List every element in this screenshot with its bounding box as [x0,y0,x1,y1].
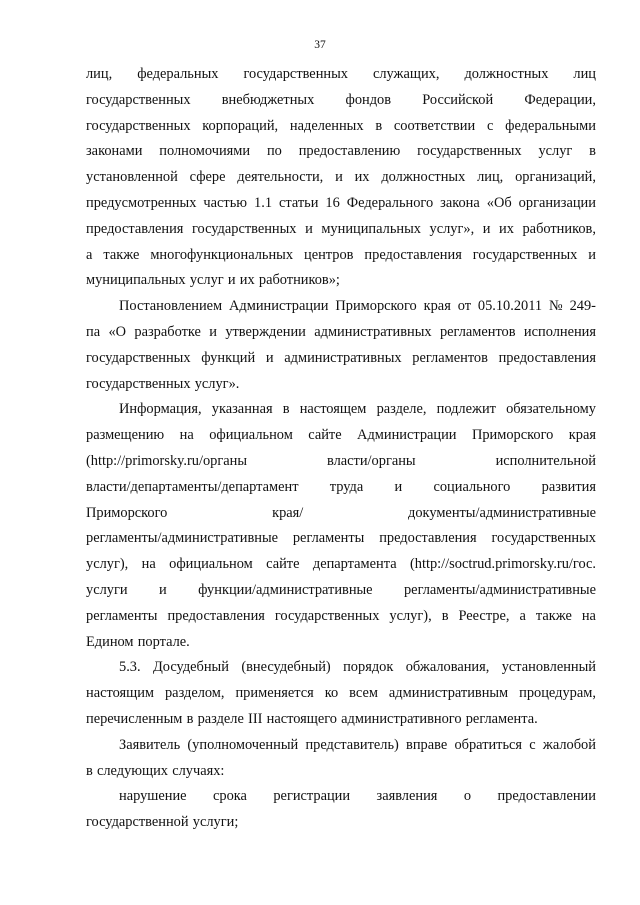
word: официальном [169,556,253,573]
text-line [86,475,596,501]
word: государственных [274,607,380,624]
word: труда [329,478,364,495]
text-line [86,114,596,140]
word: муниципальных [321,220,421,237]
word: (уполномоченный [187,736,299,753]
text-line [86,707,596,733]
word: законами [86,143,143,160]
word: федеральными [505,117,596,134]
word: ко [324,685,339,702]
word: Федерального [346,194,434,211]
word: власти/департаменты/департамент [86,478,299,495]
word: государственных [191,220,297,237]
word: Приморского [335,298,417,315]
text-line [86,88,596,114]
word: на [141,556,156,573]
word: Досудебный [152,659,229,676]
word: всем [349,685,378,702]
word: государственных [86,375,191,392]
word: лиц, [86,66,113,82]
page-number: 37 [314,39,326,51]
word: власти/органы [327,452,416,469]
text-line [86,217,596,243]
word: установленной [86,169,178,186]
word: разделом, [164,685,225,702]
word: (http://primorsky.ru/органы [86,452,248,469]
word: в [86,762,93,779]
word: административных [284,349,402,366]
word: статьи [279,194,319,211]
word: предоставления [364,246,462,263]
word: обязательному [506,401,596,418]
word: предоставлении [497,788,596,805]
word: 16 [325,194,340,211]
text-line [86,165,596,191]
word: Информация, [119,401,202,418]
word: установленный [501,659,596,676]
word: регламенты [86,607,158,624]
word: Российской [422,91,494,108]
word: организаций, [515,169,596,186]
word: обратиться [454,736,523,753]
word: Приморского [86,504,168,521]
word: от [457,298,471,315]
word: их [239,272,255,289]
word: должностных [464,66,549,82]
word: жалобой [542,736,596,753]
text-line [86,268,596,294]
word: в [589,143,596,160]
word: услуг [538,143,573,160]
word: регистрации [273,788,351,805]
word: в [186,710,194,727]
text-line [86,372,596,398]
word: также [103,246,140,263]
text-line [86,294,596,320]
word: функций [201,349,256,366]
word: многофункциональных [150,246,294,263]
word: и [158,581,167,598]
word: функции/административные [198,581,373,598]
word: государственных [86,91,191,108]
word: III [248,710,263,727]
word: государственных [86,349,191,366]
word: применяется [235,685,314,702]
word: края/ [272,504,304,521]
word: внебюджетных [221,91,315,108]
word: также [535,607,572,624]
word: муниципальных [86,272,186,289]
text-line [86,62,596,88]
word: лиц, [477,169,504,186]
word: а [86,246,93,263]
word: «Об [486,194,512,211]
word: и [588,246,596,263]
word: по [266,143,282,160]
word: с [486,117,494,134]
word: государственных [491,530,596,547]
word: и [305,220,313,237]
word: с [529,736,536,753]
word: регламентов [439,323,516,340]
word: услуг [189,272,224,289]
word: административных [314,323,432,340]
word: указанная [211,401,273,418]
word: Приморского [471,427,554,444]
text-line [86,810,596,836]
word: Администрации [357,427,457,444]
word: лиц [573,66,596,82]
word: предоставления [498,349,596,366]
word: работников, [522,220,596,237]
word: 5.3. [119,659,141,676]
word: частью [203,194,248,211]
word: документы/административные [408,504,596,521]
word: разделе [197,710,244,727]
word: портале. [137,633,190,650]
word: и [209,323,217,340]
text-line [86,320,596,346]
text-line [86,243,596,269]
word: (внесудебный) [241,659,331,676]
word: сфере [189,169,226,186]
word: на [581,607,596,624]
word: следующих [96,762,168,779]
document-body [86,62,596,836]
word: государственной [86,814,189,831]
word: разработке [134,323,201,340]
word: наделенных [289,117,364,134]
word: перечисленным [86,710,183,727]
word: должностных [381,169,466,186]
word: административным [388,685,509,702]
word: 249- [569,298,596,315]
word: вправе [406,736,448,753]
word: края [423,298,451,315]
word: и [482,220,491,237]
word: их [354,169,370,186]
word: подлежит [436,401,496,418]
word: 05.10.2011 [477,298,543,315]
word: регламенты [292,530,365,547]
text-line [86,526,596,552]
word: регламенты/административные [86,530,278,547]
word: сайте [266,556,300,573]
word: а [519,607,526,624]
word: разделе, [376,401,427,418]
word: официальном [209,427,293,444]
word: нарушение [119,788,187,805]
text-line [86,578,596,604]
word: в [441,607,449,624]
word: и [335,169,343,186]
word: федеральных [137,66,219,82]
word: фондов [345,91,392,108]
word: регламентов [412,349,488,366]
word: представитель) [305,736,399,753]
word: организации [518,194,596,211]
text-line [86,397,596,423]
word: предусмотренных [86,194,197,211]
word: в [282,401,290,418]
word: настоящим [86,685,155,702]
word: порядок [343,659,394,676]
word: Постановлением [119,298,223,315]
word: услуг), [389,607,432,624]
word: процедурам, [519,685,596,702]
word: Реестре, [458,607,510,624]
text-line [86,346,596,372]
word: о [463,788,472,805]
word: их [499,220,514,237]
word: услуг». [194,375,240,392]
word: предоставления [379,530,477,547]
word: па [86,323,101,340]
word: и [265,349,274,366]
word: услуги; [192,814,239,831]
text-line [86,552,596,578]
word: и [394,478,403,495]
text-line [86,423,596,449]
text-line [86,681,596,707]
word: предоставлению [298,143,401,160]
word: государственных [472,246,578,263]
text-line [86,759,596,785]
text-line [86,784,596,810]
word: Едином [86,633,134,650]
word: работников»; [258,272,340,289]
word: настоящем [299,401,367,418]
word: срока [212,788,247,805]
text-line [86,501,596,527]
word: центров [304,246,354,263]
word: исполнения [523,323,596,340]
text-line [86,604,596,630]
word: регламента. [465,710,538,727]
word: услуги [86,581,128,598]
word: услуг», [429,220,475,237]
word: на [179,427,194,444]
word: государственных [243,66,348,82]
word: деятельности, [237,169,324,186]
word: обжалования, [405,659,490,676]
word: социального [433,478,511,495]
word: размещению [86,427,165,444]
word: корпораций, [202,117,279,134]
word: административного [341,710,462,727]
text-line [86,191,596,217]
word: закона [440,194,480,211]
word: государственных [417,143,522,160]
word: Федерации, [524,91,596,108]
word: Администрации [229,298,329,315]
text-line [86,139,596,165]
word: государственных [86,117,191,134]
word: предоставления [167,607,265,624]
word: полномочиями [159,143,251,160]
text-line [86,655,596,681]
word: № [548,298,563,315]
word: соответствии [393,117,476,134]
word: случаях: [172,762,225,779]
text-line [86,733,596,759]
word: 1.1 [254,194,273,211]
word: (http://soctrud.primorsky.ru/гос. [409,556,596,573]
word: утверждении [225,323,306,340]
word: сайте [308,427,342,444]
word: «О [108,323,127,340]
word: заявления [376,788,438,805]
word: предоставления [86,220,184,237]
text-line [86,449,596,475]
word: края [568,427,596,444]
word: развития [541,478,596,495]
word: служащих, [372,66,440,82]
word: регламенты/административные [403,581,596,598]
text-line [86,630,596,656]
word: настоящего [266,710,337,727]
word: департамента [312,556,397,573]
word: услуг), [86,556,129,573]
word: Заявитель [119,736,181,753]
word: и [227,272,236,289]
word: в [375,117,383,134]
word: исполнительной [495,452,596,469]
